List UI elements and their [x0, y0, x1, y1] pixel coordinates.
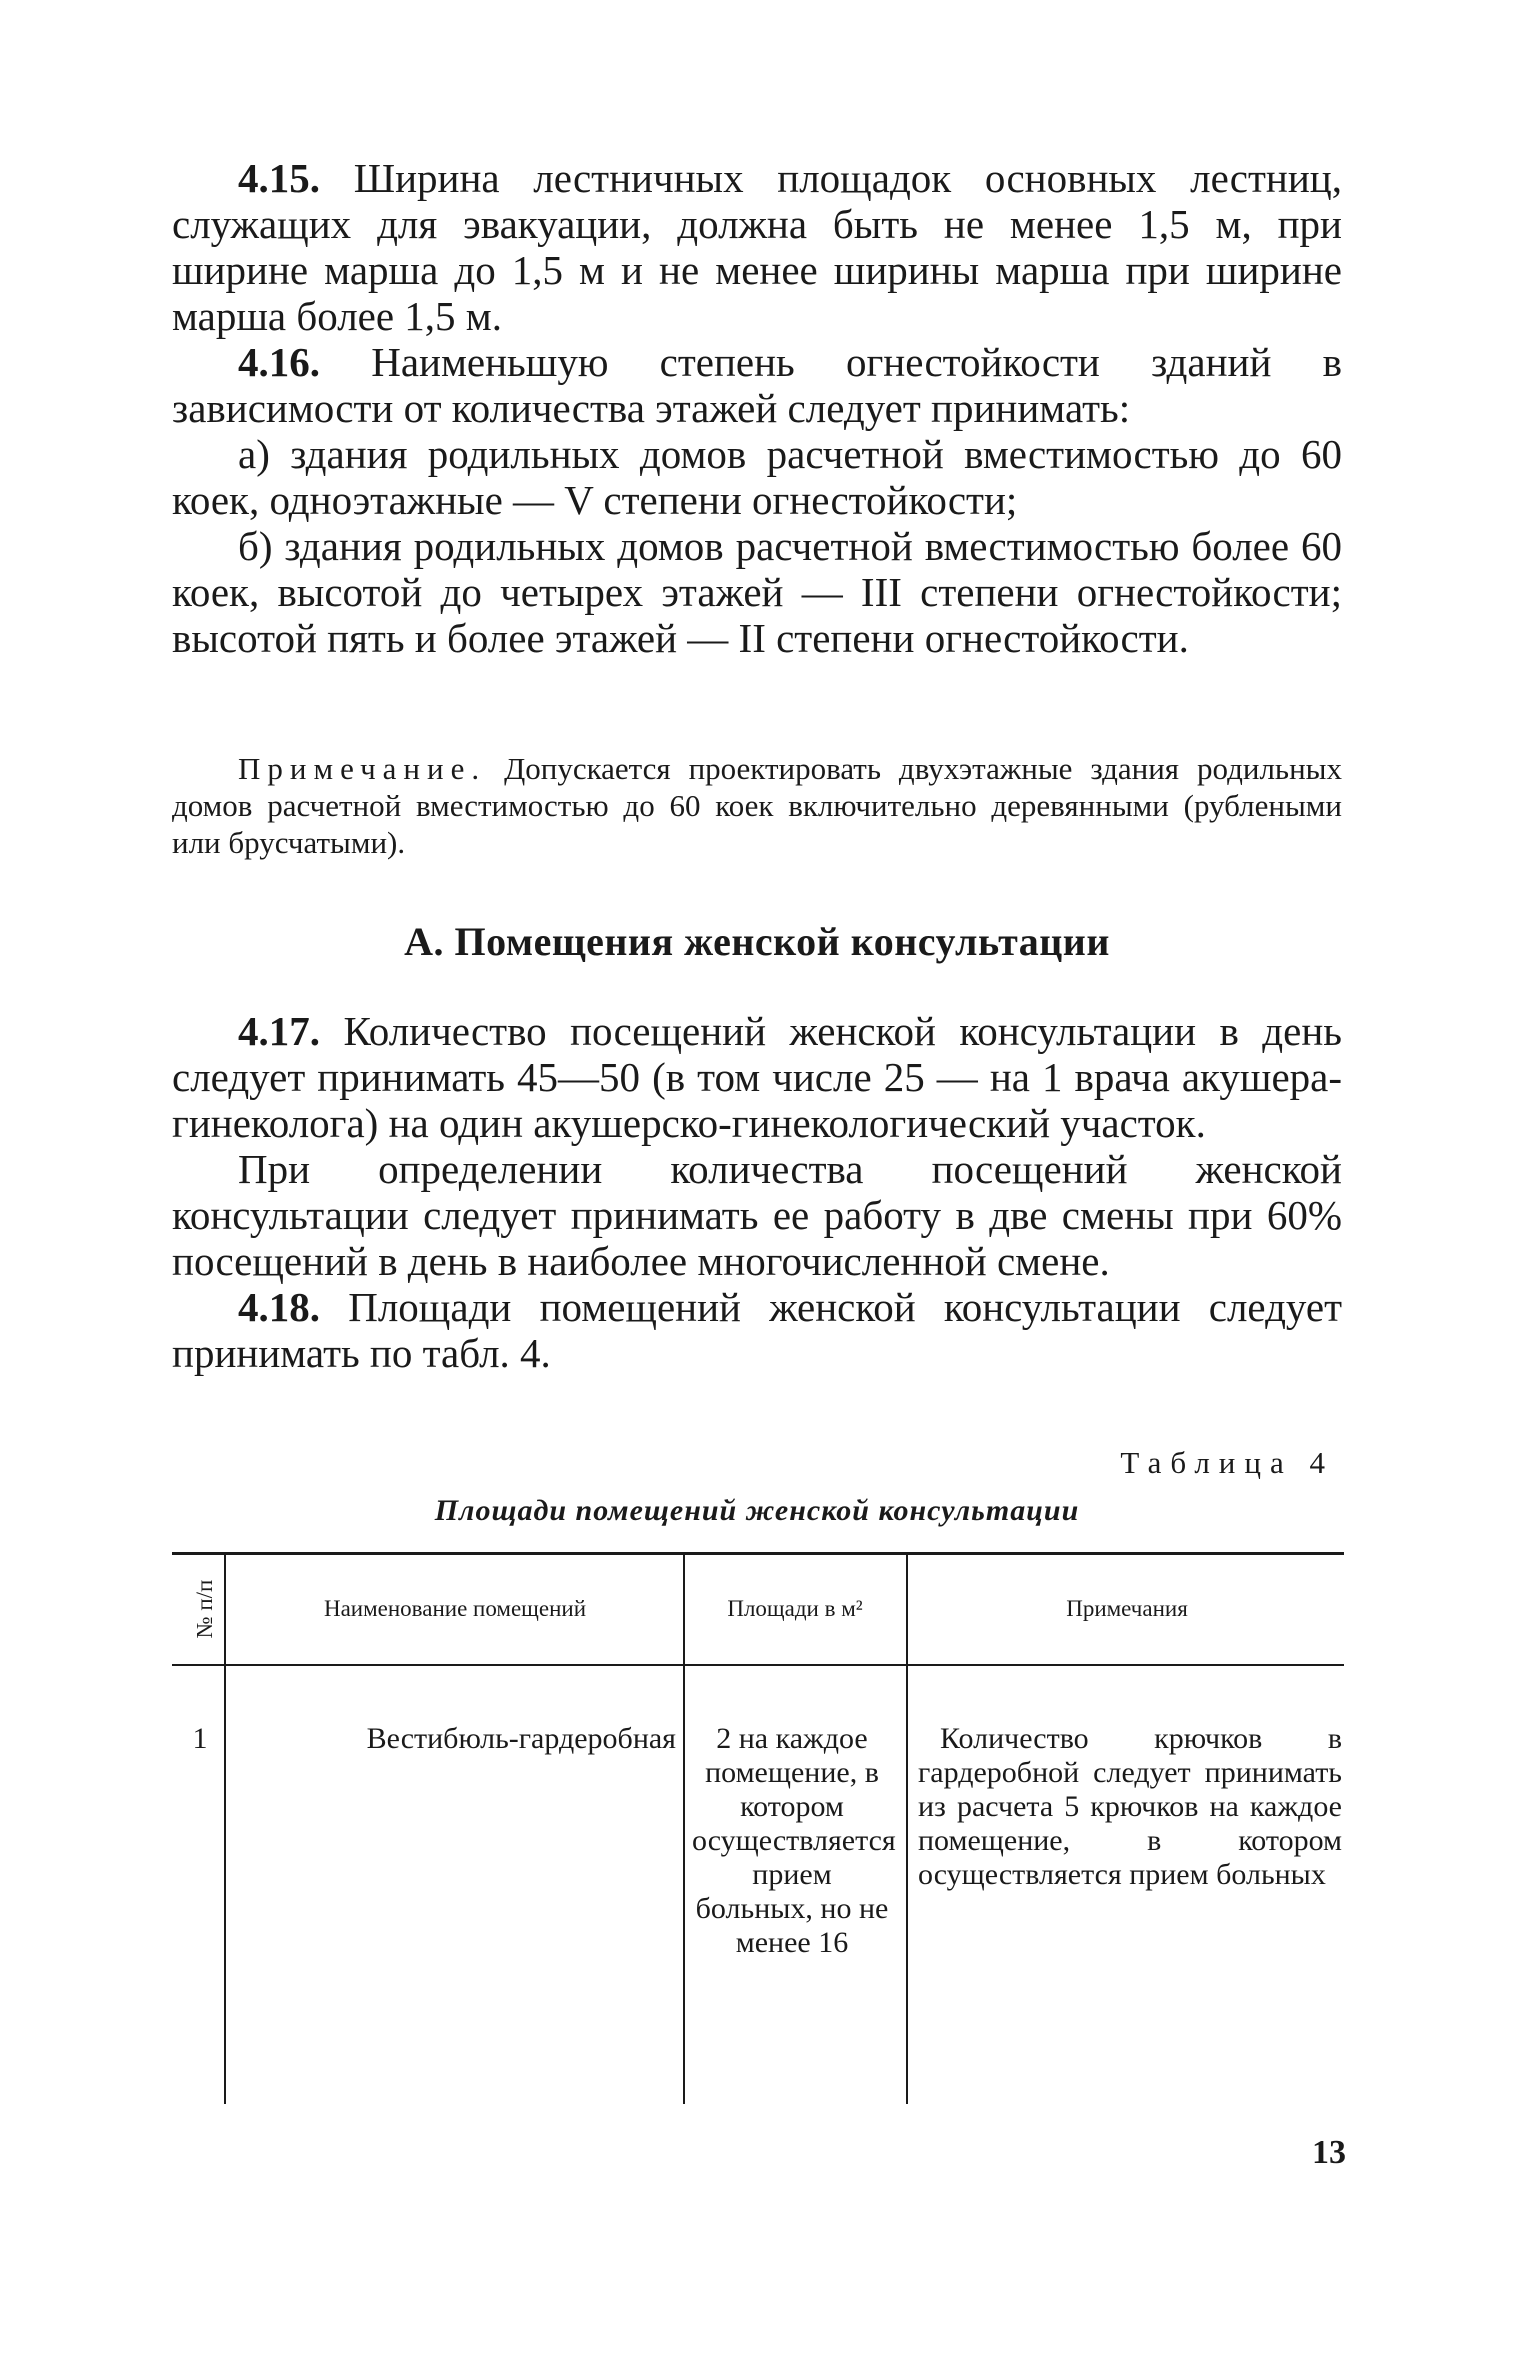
table-caption: Площади помещений женской консультации — [434, 1494, 1080, 1527]
header-number: № п/п — [192, 1579, 217, 1639]
section-text-4-17: Количество посещений женской консультации в день следует принимать 45—50 (в том числе 25 — на 1 врача акушера-гинеколога) на один акушерско-гинекологический участок. — [172, 1008, 1342, 1146]
paragraph-4-17 — [172, 1008, 1342, 1146]
table-label: Таблица 4 — [1120, 1445, 1334, 1480]
paragraph-4-16 — [172, 339, 1342, 431]
paragraph-4-18 — [172, 1284, 1342, 1376]
column-divider-2 — [683, 1552, 685, 2104]
section-text-4-18: Площади помещений женской консультации следует принимать по табл. 4. — [172, 1284, 1343, 1376]
note-label: Примечание. — [238, 751, 487, 786]
page-number: 13 — [1312, 2134, 1346, 2171]
section-number-4-15: 4.15. — [238, 155, 320, 201]
note — [172, 750, 1342, 861]
header-area: Площади в м² — [727, 1596, 863, 1621]
section-text-4-16: Наименьшую степень огнестойкости зданий в зависимости от количества этажей следует принимать: — [172, 339, 1342, 431]
note-text: Допускается проектировать двухэтажные здания родильных домов расчетной вместимостью до 60 коек включительно деревянными (рублеными или брусчатыми). — [172, 751, 1342, 860]
cell-row-1-number: 1 — [192, 1722, 208, 1755]
table-header-rule — [172, 1664, 1344, 1666]
cell-row-1-name: Вестибюль-гардеробная — [366, 1722, 676, 1755]
table-top-rule — [172, 1552, 1344, 1555]
section-heading: А. Помещения женской консультации — [404, 919, 1110, 964]
section-number-4-16: 4.16. — [238, 339, 320, 385]
sections-4-17-4-18 — [172, 1008, 1342, 1376]
section-number-4-18: 4.18. — [238, 1284, 320, 1330]
column-divider-1 — [224, 1552, 226, 2104]
paragraph-4-17-2: При определении количества посещений женской консультации следует принимать ее работу в две смены при 60% посещений в день в наиболее многочисленной смене. — [172, 1146, 1342, 1284]
header-notes: Примечания — [1066, 1596, 1188, 1621]
paragraph-4-15 — [172, 155, 1342, 339]
header-name: Наименование помещений — [323, 1596, 587, 1621]
list-item-a: а) здания родильных домов расчетной вместимостью до 60 коек, одноэтажные — V степени огнестойкости; — [172, 431, 1342, 523]
cell-row-1-notes: Количество крючков в гардеробной следует принимать из расчета 5 крючков на каждое помещение, в котором осуществляется прием больных — [918, 1722, 1342, 1891]
cell-row-1-area: 2 на каждое помещение, в котором осуществляется прием больных, но не менее 16 — [692, 1722, 896, 1959]
list-item-b: б) здания родильных домов расчетной вместимостью более 60 коек, высотой до четырех этажей — III степени огнестойкости; высотой пять и более этажей — II степени огнестойкости. — [172, 523, 1342, 661]
section-text-4-15: Ширина лестничных площадок основных лестниц, служащих для эвакуации, должна быть не менее 1,5 м, при ширине марша до 1,5 м и не менее ширины марша при ширине марша более 1,5 м. — [172, 155, 1342, 339]
section-number-4-17: 4.17. — [238, 1008, 320, 1054]
column-divider-3 — [906, 1552, 908, 2104]
sections-4-15-4-16 — [172, 155, 1342, 661]
